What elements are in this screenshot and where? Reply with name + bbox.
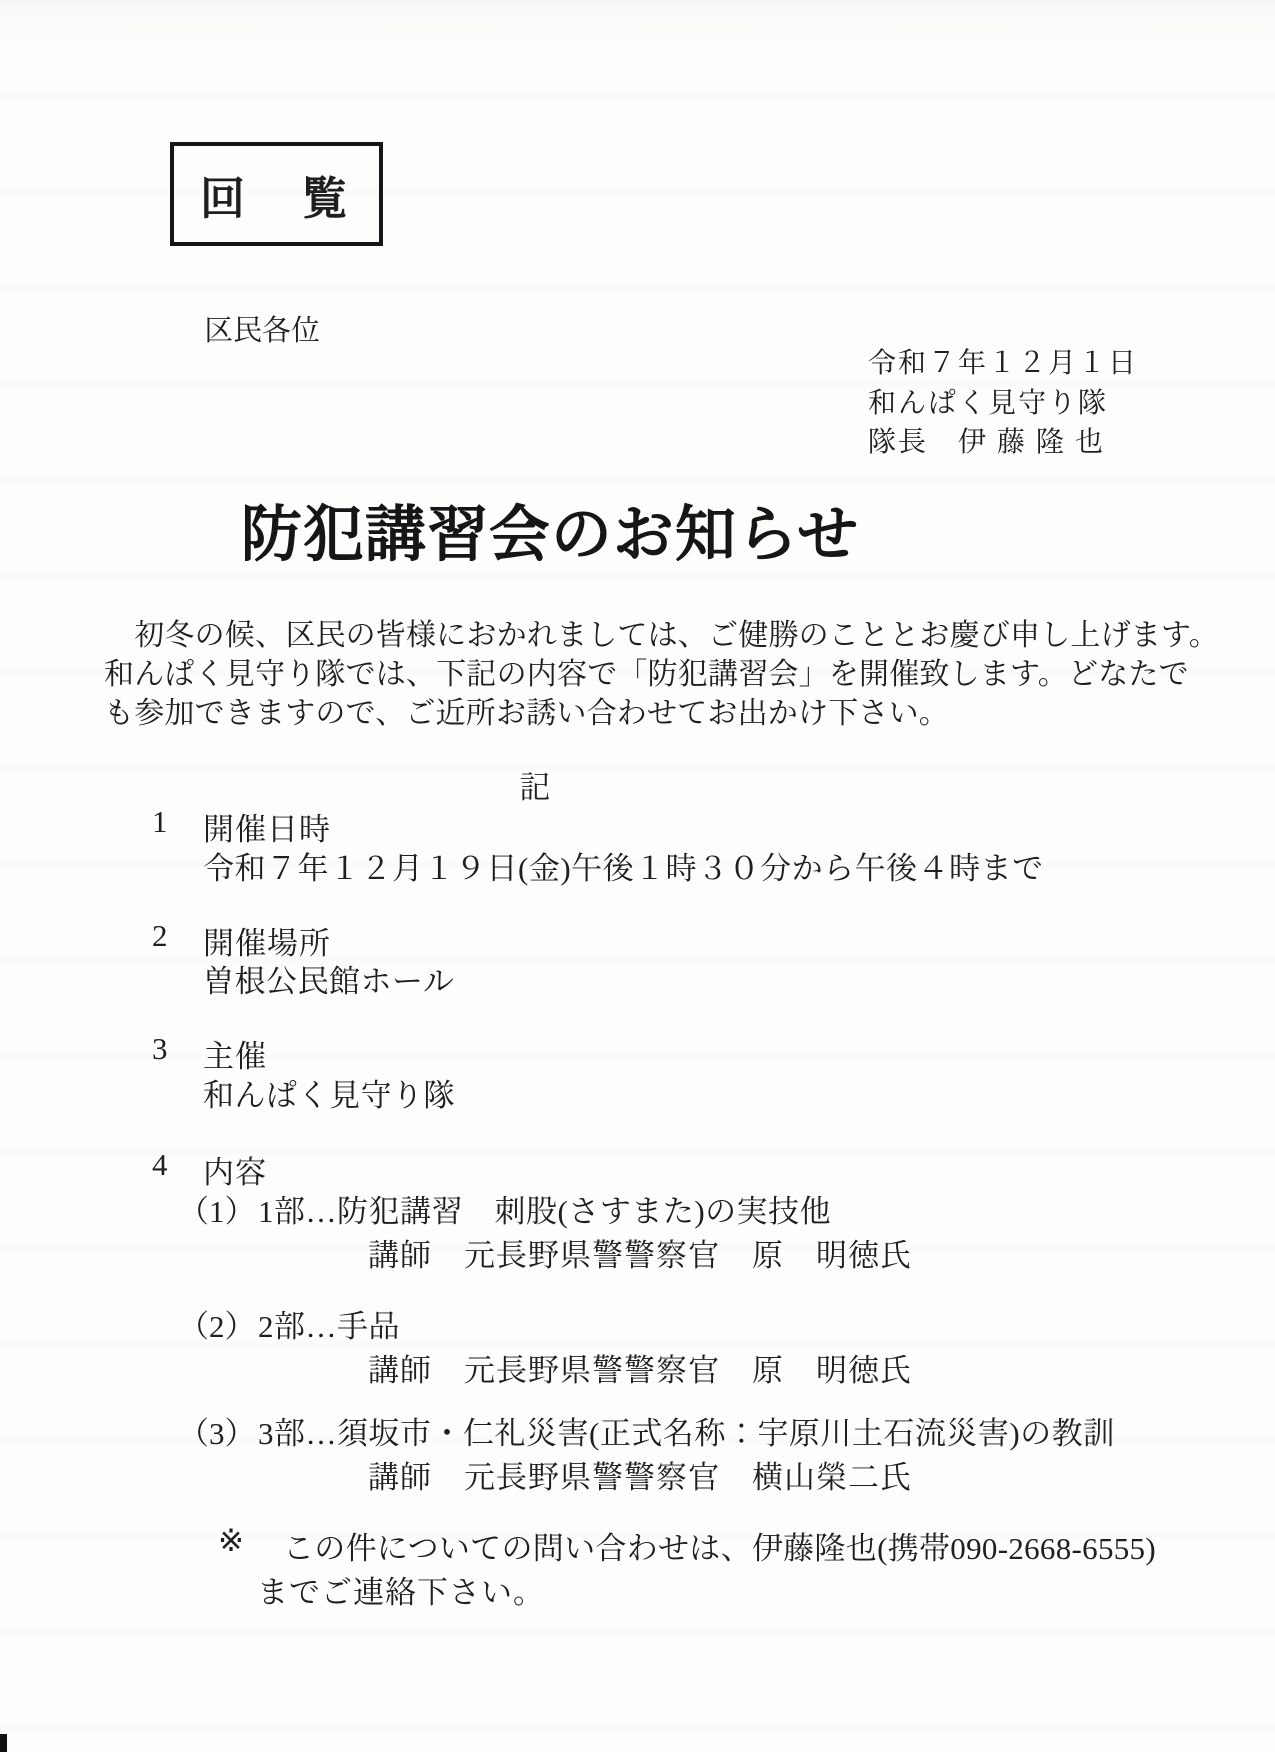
item-4-number: 4 [152, 1147, 168, 1182]
item-3-detail: 和んぱく見守り隊 [203, 1078, 455, 1113]
circulation-stamp [170, 142, 383, 246]
item-3-heading: 主催 [203, 1039, 267, 1074]
issue-date: 令和７年１２月１日 [868, 348, 1139, 379]
item-2-detail: 曽根公民館ホール [203, 964, 455, 999]
program-1-number: （1） [178, 1194, 256, 1229]
program-3-title: 3部…須坂市・仁礼災害(正式名称：宇原川土石流災害)の教訓 [258, 1416, 1115, 1451]
program-2-number: （2） [178, 1309, 256, 1344]
item-2-number: 2 [152, 918, 168, 953]
program-1-title: 1部…防犯講習 刺股(さすまた)の実技他 [258, 1194, 832, 1229]
record-mark: 記 [519, 770, 551, 805]
addressee: 区民各位 [204, 315, 321, 347]
contact-note-line-1: この件についての問い合わせは、伊藤隆也(携帯090-2668-6555) [283, 1531, 1156, 1566]
program-3-lecturer: 講師 元長野県警警察官 横山榮二氏 [368, 1460, 912, 1495]
item-3-number: 3 [152, 1031, 168, 1066]
item-1-detail: 令和７年１２月１９日(金)午後１時３０分から午後４時まで [203, 851, 1044, 886]
page-title: 防犯講習会のお知らせ [240, 500, 860, 568]
item-4-heading: 内容 [203, 1155, 267, 1190]
sender-block [868, 344, 1138, 463]
program-2-title: 2部…手品 [258, 1309, 400, 1344]
note-mark: ※ [218, 1523, 244, 1558]
sender-organization: 和んぱく見守り隊 [868, 387, 1109, 419]
circulation-stamp-label: 回 覧 [199, 173, 353, 224]
program-3-number: （3） [178, 1416, 256, 1451]
program-1-lecturer: 講師 元長野県警警察官 原 明徳氏 [368, 1238, 912, 1273]
greeting-line-1: 初冬の候、区民の皆様におかれましては、ご健勝のこととお慶び申し上げます。 [104, 619, 1219, 652]
item-1-number: 1 [152, 804, 168, 839]
greeting-line-2: 和んぱく見守り隊では、下記の内容で「防犯講習会」を開催致します。どなたで [104, 658, 1189, 691]
contact-note-line-2: までご連絡下さい。 [257, 1575, 545, 1610]
program-2-lecturer: 講師 元長野県警警察官 原 明徳氏 [368, 1353, 912, 1388]
scan-artifact [0, 1734, 7, 1752]
sender-leader: 隊長 伊 藤 隆 也 [868, 427, 1106, 458]
item-1-heading: 開催日時 [203, 812, 331, 847]
item-2-heading: 開催場所 [203, 926, 331, 961]
greeting-line-3: も参加できますので、ご近所お誘い合わせてお出かけ下さい。 [104, 697, 949, 730]
